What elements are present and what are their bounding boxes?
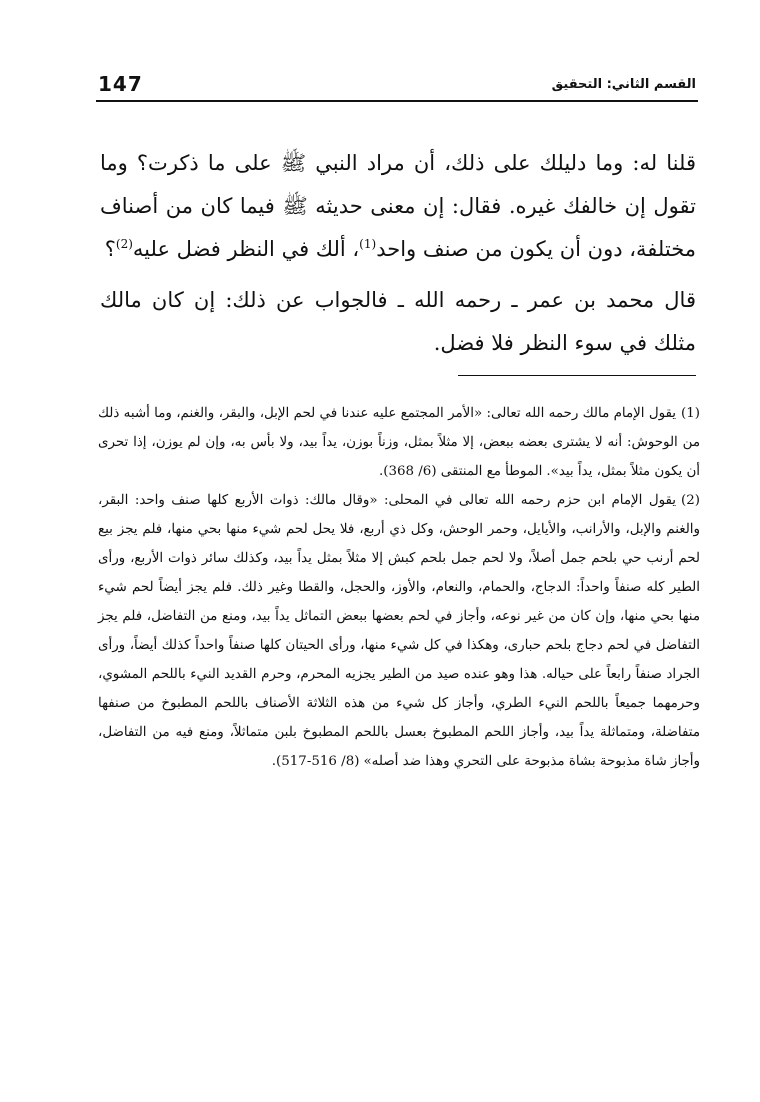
main-paragraph-1-text-a: قلنا له: وما دليلك على ذلك، أن مراد النبي ﷺ على ما ذكرت؟ وما تقول إن خالفك غيره. فقال: إن معنى حديثه ﷺ فيما كان من أصناف مختلفة، دون أن يكون من صنف واحد [100,151,696,261]
footnote-separator [458,375,696,376]
header-rule [96,100,698,102]
main-paragraph-1-text-b: ، ألك في النظر فضل عليه [132,237,360,261]
running-title: القسم الثاني: التحقيق [551,77,696,92]
footnote-citation: الموطأ مع المنتقى (6/ 368). [378,464,543,479]
main-paragraph-2: قال محمد بن عمر ـ رحمه الله ـ فالجواب عن ذلك: إن كان مالك مثلك في سوء النظر فلا فضل. [100,288,696,355]
footnote-text: يقول الإمام مالك رحمه الله تعالى: «الأمر المجتمع عليه عندنا في لحم الإبل، والبقر، والغنم، وما أشبه ذلك من الوحوش: أنه لا يشترى بعضه ببعض، إلا مثلاً بمثل، وزناً بوزن، يداً بيد، ولا بأس به، وإن لم يوزن، إذا تحرى أن يكون مثلاً بمثل، يداً بيد». [98,406,700,479]
page-header [96,72,696,98]
main-paragraph-1-text-c: ؟ [104,237,116,261]
main-text [100,142,696,365]
footnote-number: (1) [681,406,700,421]
page-number: 147 [98,72,143,96]
footnote-text: يقول الإمام ابن حزم رحمه الله تعالى في المحلى: «وقال مالك: ذوات الأربع كلها صنف واحد: البقر، والغنم والإبل، والأرانب، والأيايل، وحمر الوحش، وكل ذي أربع، فلا يحل لحم شيء منها بحي منها، فلم يجز بيع لحم أرنب حي بلحم جمل أصلاً، ولا لحم جمل بلحم كبش إلا مثلاً بمثل يداً بيد، وكذلك سائر ذوات الأربع، ورأى الطير كله صنفاً واحداً: الدجاج، والحمام، والنعام، والأوز، والحجل، والقطا وغير ذلك. فلم يجز أيضاً لحم شيء منها بحي منها، وإن كان من غير نوعه، وأجاز في لحم بعضها ببعض التماثل يداً بيد، ومنع من التفاضل، فلم يجز التفاضل في لحم دجاج بلحم حبارى، وهكذا في كل شيء منها، ورأى الحيتان كلها صنفاً واحداً كذلك أيضاً، ورأى الجراد صنفاً رابعاً على حياله. هذا وهو عنده صيد من الطير يجزيه المحرم، وحرم القديد النيء باللحم المشوي، وحرمهما جميعاً باللحم النيء الطري، وأجاز كل شيء من هذه الثلاثة الأصناف باللحم المطبوخ من صنفها متفاضلة، ومتماثلة يداً بيد، وأجاز اللحم المطبوخ بعسل باللحم المطبوخ بلبن متماثلاً، ومنع فيه من التفاضل، وأجاز شاة مذبوحة بشاة مذبوحة على التحري وهذا ضد أصله» [98,493,700,769]
footnote-1 [98,399,700,486]
footnote-2 [98,486,700,776]
footnote-ref-1: (1) [359,237,377,251]
footnote-number: (2) [681,493,700,508]
footnote-ref-2: (2) [115,237,133,251]
main-paragraph-1 [100,142,696,271]
footnotes [98,399,700,776]
footnote-citation: (8/ 516-517). [271,754,360,769]
